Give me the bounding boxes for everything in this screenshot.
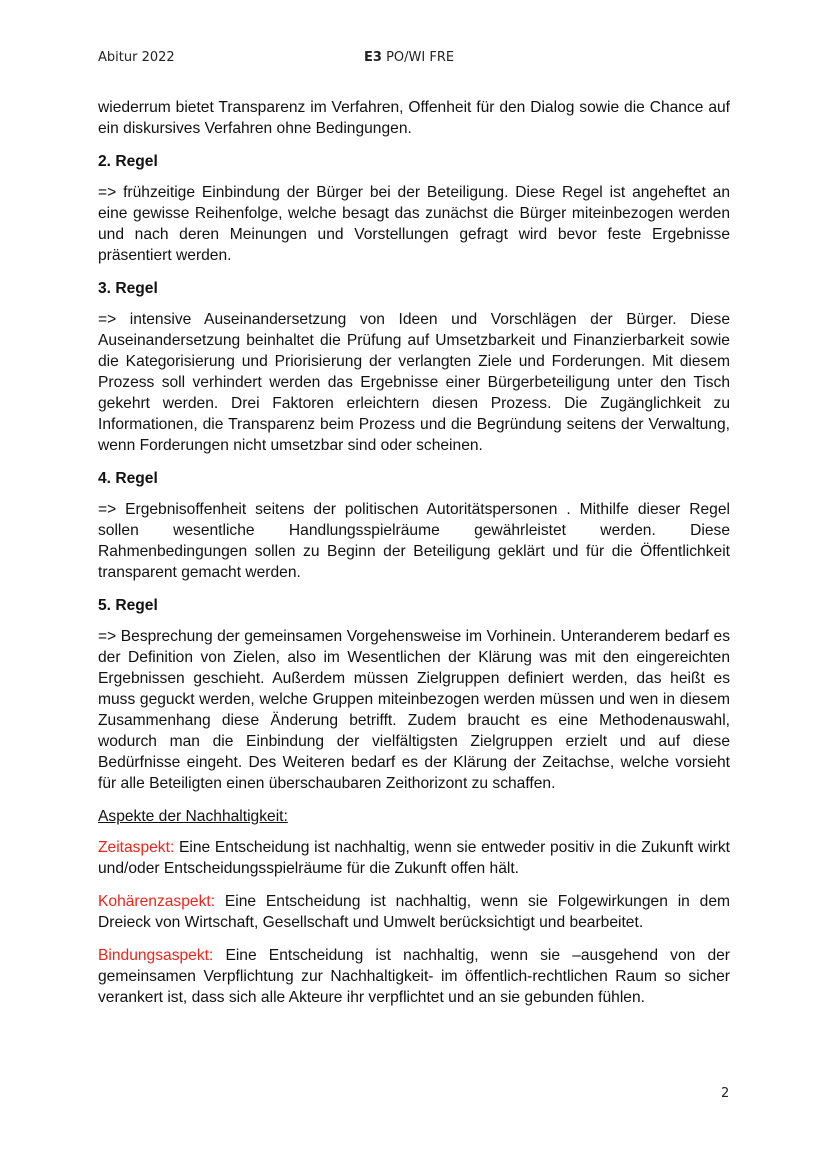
rule-paragraph: => intensive Auseinandersetzung von Ideen und Vorschlägen der Bürger. Diese Auseinandersetzung beinhaltet die Prüfung auf Umsetzbarkeit und Finanzierbarkeit sowie die Kategorisierung und Priorisierung der verlangten Ziele und Forderungen. Mit diesem Prozess soll verhindert werden das Ergebnisse einer Bürgerbeteiligung unter den Tisch gekehrt werden. Drei Faktoren erleichtern diesen Prozess. Die Zugänglichkeit zu Informationen, die Transparenz beim Prozess und die Begründung seitens der Verwaltung, wenn Forderungen nicht umsetzbar sind oder scheinen. (98, 311, 730, 454)
rule-heading: 5. Regel (98, 597, 158, 614)
aspect-label: Zeitaspekt: (98, 839, 175, 856)
aspect-text: Eine Entscheidung ist nachhaltig, wenn sie Folgewirkungen in dem Dreieck von Wirtschaft, Gesellschaft und Umwelt berücksichtigt und bearbeitet. (98, 893, 730, 931)
rule-heading: 3. Regel (98, 280, 158, 297)
aspects-heading: Aspekte der Nachhaltigkeit: (98, 808, 288, 825)
header-course-bold: E3 (364, 50, 382, 65)
rule-heading: 4. Regel (98, 470, 158, 487)
aspect-paragraph (98, 837, 730, 879)
intro-paragraph: wiederrum bietet Transparenz im Verfahren, Offenheit für den Dialog sowie die Chance auf ein diskursives Verfahren ohne Bedingungen. (98, 99, 730, 137)
header-course-code (364, 50, 454, 65)
aspect-label: Bindungsaspekt: (98, 947, 214, 964)
header-exam-label: Abitur 2022 (98, 50, 175, 65)
aspect-text: Eine Entscheidung ist nachhaltig, wenn sie –ausgehend von der gemeinsamen Verpflichtung zur Nachhaltigkeit- im öffentlich-rechtlichen Raum so sicher verankert ist, dass sich alle Akteure ihr verpflichtet und an sie gebunden fühlen. (98, 947, 730, 1006)
aspect-label: Kohärenzaspekt: (98, 893, 216, 910)
aspect-paragraph (98, 891, 730, 933)
header-course-rest: PO/WI FRE (381, 50, 455, 65)
rule-paragraph: => frühzeitige Einbindung der Bürger bei der Beteiligung. Diese Regel ist angeheftet an eine gewisse Reihenfolge, welche besagt das zunächst die Bürger miteinbezogen werden und nach deren Meinungen und Vorstellungen gefragt wird bevor feste Ergebnisse präsentiert werden. (98, 184, 730, 264)
rule-paragraph: => Ergebnisoffenheit seitens der politischen Autoritätspersonen . Mithilfe dieser Regel sollen wesentliche Handlungsspielräume gewährleistet werden. Diese Rahmenbedingungen sollen zu Beginn der Beteiligung geklärt und für die Öffentlichkeit transparent gemacht werden. (98, 501, 730, 581)
document-body (98, 97, 730, 1020)
aspect-paragraph (98, 945, 730, 1008)
rule-paragraph: => Besprechung der gemeinsamen Vorgehensweise im Vorhinein. Unteranderem bedarf es der Definition von Zielen, also im Wesentlichen der Klärung was mit den eingereichten Ergebnissen geschieht. Außerdem müssen Zielgruppen definiert werden, das heißt es muss geguckt werden, welche Gruppen miteinbezogen werden müssen und wen in diesem Zusammenhang diese Änderung betrifft. Zudem braucht es eine Methodenauswahl, wodurch man die Einbindung der vielfältigsten Zielgruppen erzielt und auf diese Bedürfnisse eingeht. Des Weiteren bedarf es der Klärung der Zeitachse, welche vorsieht für alle Beteiligten einen überschaubaren Zeithorizont zu schaffen. (98, 628, 730, 792)
page-number: 2 (721, 1086, 730, 1101)
page-header (98, 50, 730, 70)
aspect-text: Eine Entscheidung ist nachhaltig, wenn sie entweder positiv in die Zukunft wirkt und/oder Entscheidungsspielräume für die Zukunft offen hält. (98, 839, 730, 877)
rule-heading: 2. Regel (98, 153, 158, 170)
